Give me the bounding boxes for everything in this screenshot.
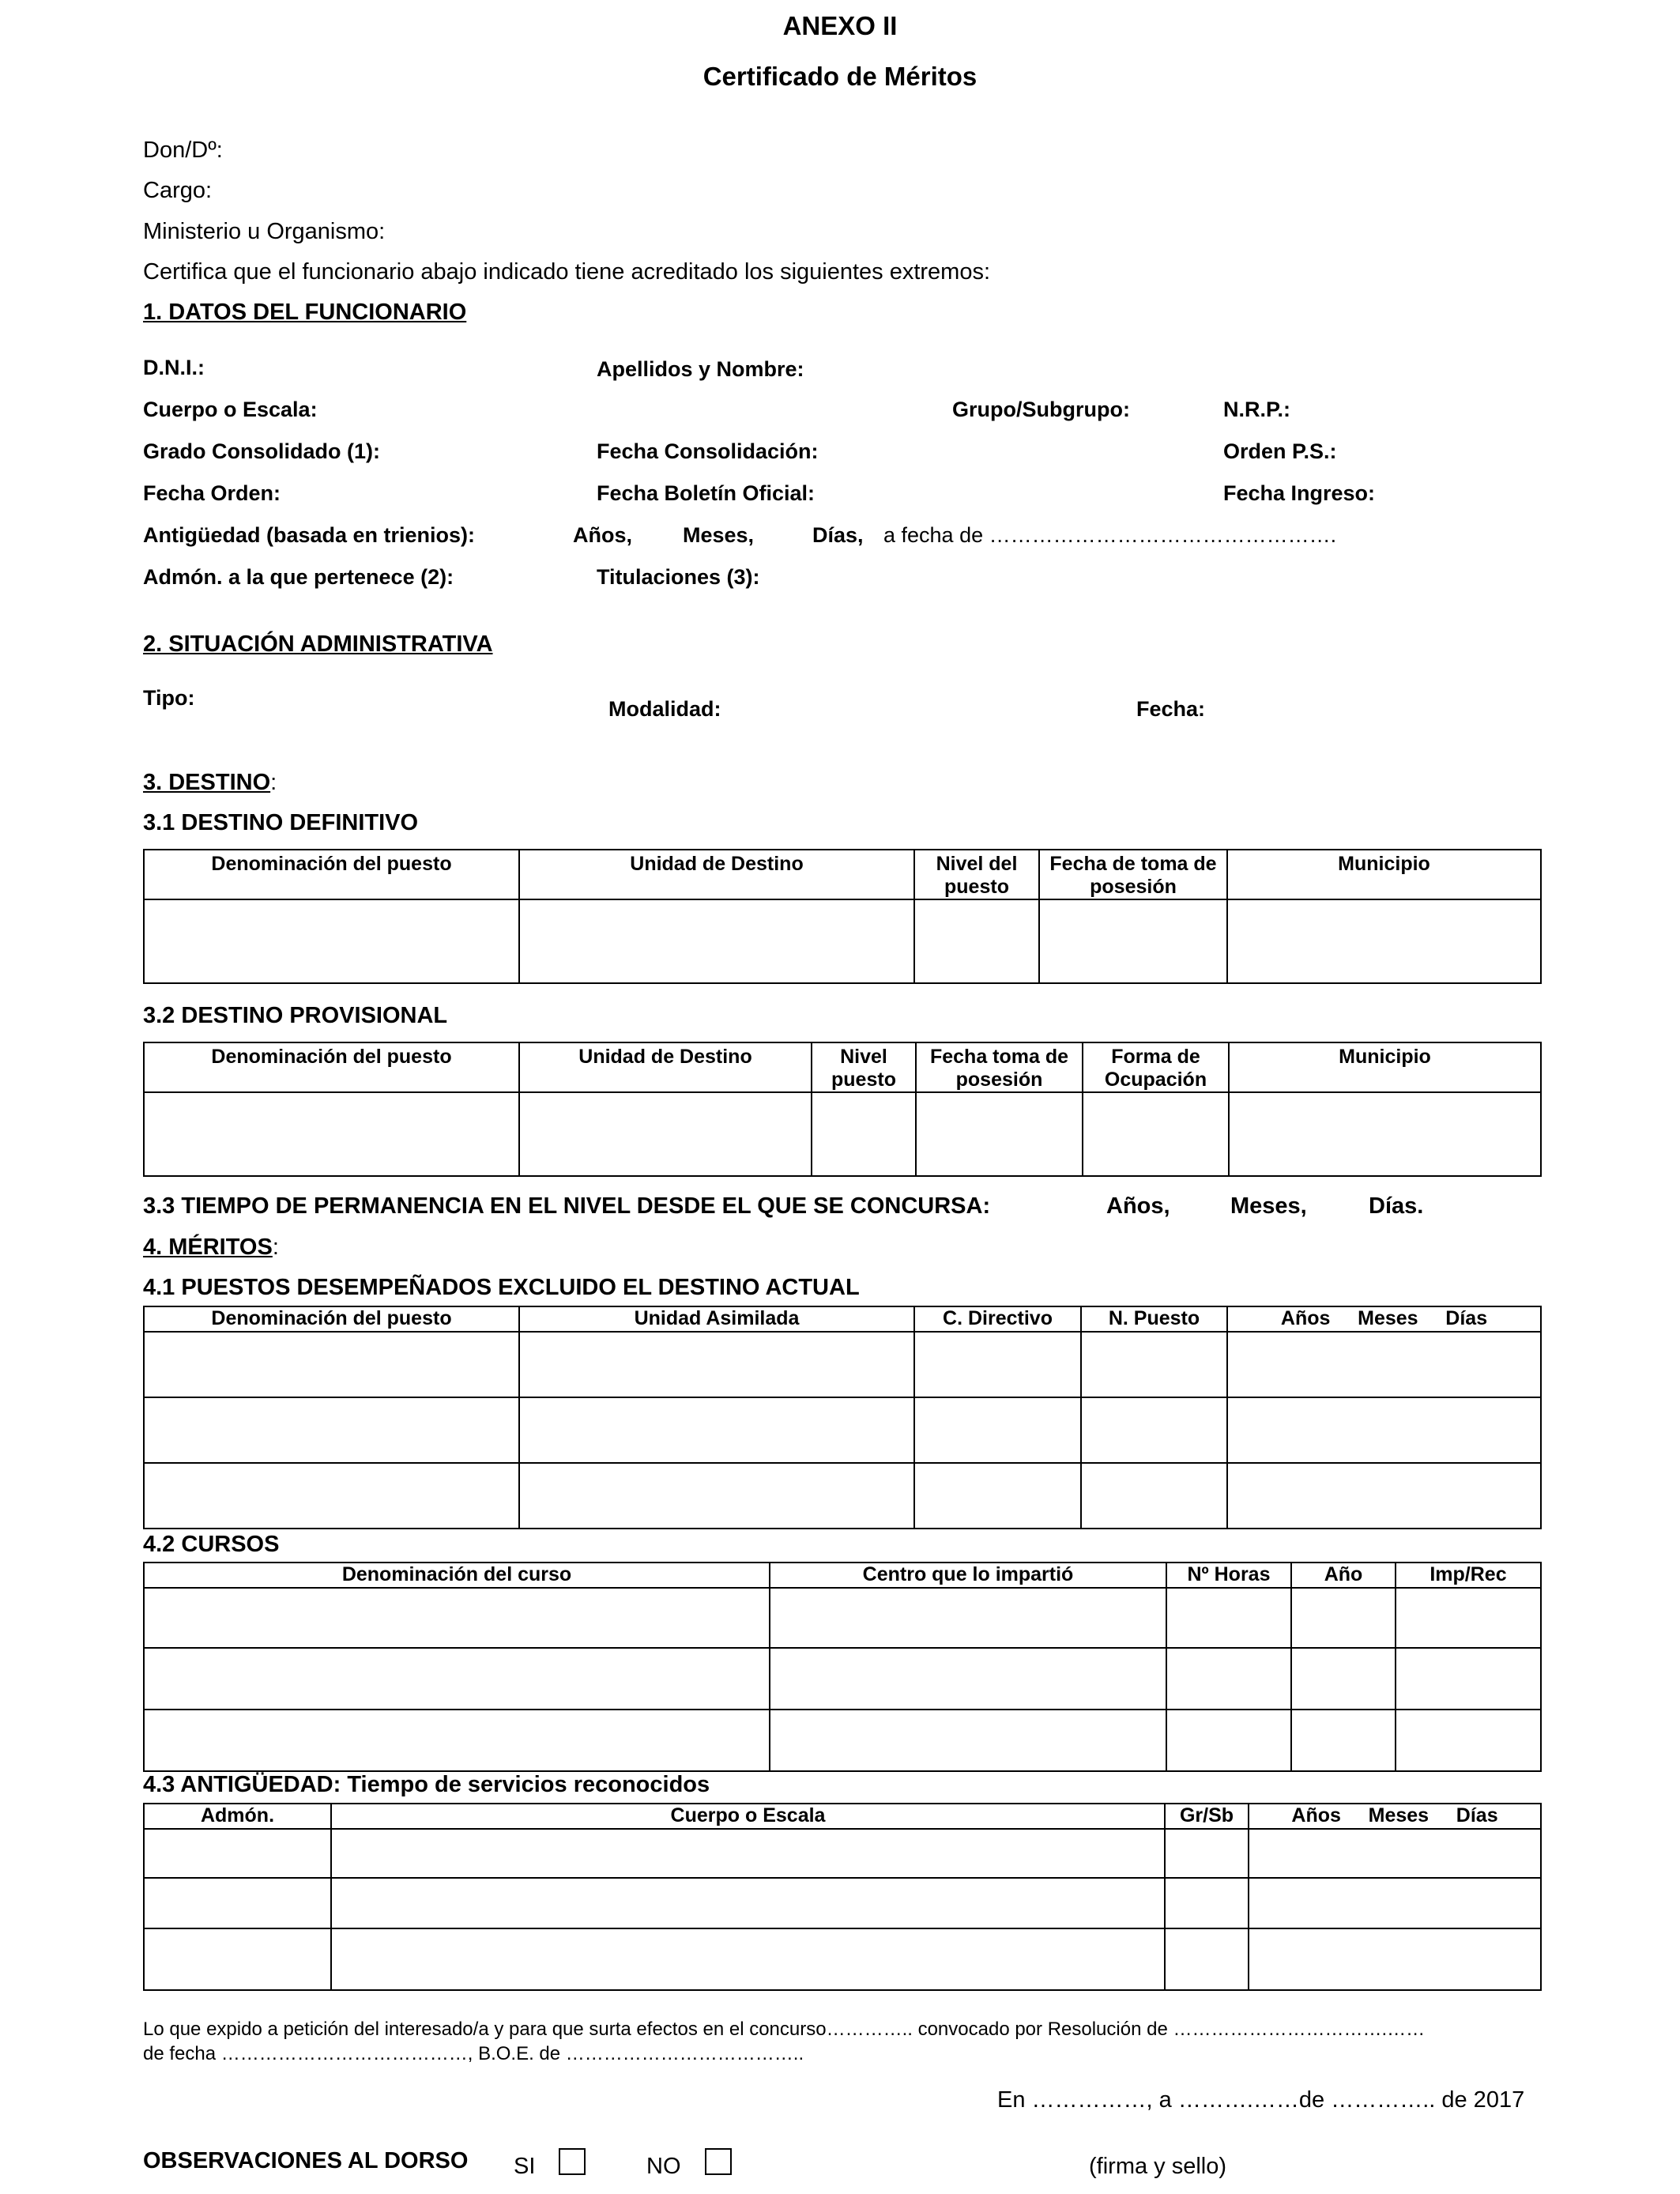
- table-row: [144, 1588, 1541, 1648]
- col-admon: Admón.: [144, 1804, 331, 1829]
- place-date-line: En ……………, a ……….……de ………….. de 2017: [997, 2087, 1525, 2113]
- col-nivel: Nivel puesto: [812, 1042, 916, 1092]
- table-row: [144, 1648, 1541, 1710]
- col-horas: Nº Horas: [1166, 1563, 1291, 1588]
- destino-provisional-heading: 3.2 DESTINO PROVISIONAL: [143, 1003, 448, 1028]
- puestos-table: [143, 1306, 1542, 1529]
- col-denominacion: Denominación del puesto: [144, 850, 519, 899]
- page-title: Certificado de Méritos: [703, 62, 977, 91]
- apellidos-label: Apellidos y Nombre:: [597, 357, 804, 381]
- table-row: [144, 1332, 1541, 1397]
- no-checkbox[interactable]: [705, 2148, 732, 2175]
- col-anos-meses-dias: Años Meses Días: [1227, 1306, 1541, 1332]
- cargo-label: Cargo:: [143, 178, 213, 203]
- col-anos-meses-dias: Años Meses Días: [1249, 1804, 1541, 1829]
- permanencia-dias: Días.: [1369, 1193, 1424, 1219]
- firma-sello-label: (firma y sello): [1089, 2154, 1227, 2179]
- fecha-boletin-label: Fecha Boletín Oficial:: [597, 481, 816, 505]
- table-row: [144, 899, 1541, 983]
- permanencia-meses: Meses,: [1230, 1193, 1307, 1219]
- table-row: [144, 1829, 1541, 1878]
- si-label: SI: [514, 2154, 536, 2179]
- observaciones-label: OBSERVACIONES AL DORSO: [143, 2148, 469, 2173]
- table-row: [144, 1463, 1541, 1529]
- ministerio-label: Ministerio u Organismo:: [143, 219, 386, 244]
- expedicion-text-line-1: Lo que expido a petición del interesado/a y para que surta efectos en el concurso………….. convocado por Resolución de …………………………….……: [143, 2019, 1426, 2040]
- col-centro: Centro que lo impartió: [770, 1563, 1166, 1588]
- antiguedad-table: [143, 1803, 1542, 1991]
- col-unidad-destino: Unidad de Destino: [519, 850, 914, 899]
- table-row: [144, 1878, 1541, 1928]
- cursos-heading: 4.2 CURSOS: [143, 1532, 280, 1557]
- destino-definitivo-heading: 3.1 DESTINO DEFINITIVO: [143, 810, 419, 835]
- col-fecha-toma: Fecha toma de posesión: [916, 1042, 1083, 1092]
- antiguedad-anos: Años,: [573, 523, 633, 547]
- grupo-label: Grupo/Subgrupo:: [952, 398, 1130, 421]
- fecha-ingreso-label: Fecha Ingreso:: [1223, 481, 1376, 505]
- antiguedad-heading: 4.3 ANTIGÜEDAD: Tiempo de servicios reconocidos: [143, 1772, 710, 1797]
- section-3-heading: 3. DESTINO:: [143, 770, 277, 795]
- antiguedad-label: Antigüedad (basada en trienios):: [143, 523, 476, 547]
- antiguedad-meses: Meses,: [683, 523, 755, 547]
- don-label: Don/Dº:: [143, 138, 223, 163]
- puestos-desempenados-heading: 4.1 PUESTOS DESEMPEÑADOS EXCLUIDO EL DESTINO ACTUAL: [143, 1275, 860, 1300]
- observaciones-si: [514, 2148, 586, 2180]
- col-c-directivo: C. Directivo: [914, 1306, 1081, 1332]
- certifica-text: Certifica que el funcionario abajo indicado tiene acreditado los siguientes extremos:: [143, 259, 991, 285]
- section-4-heading: 4. MÉRITOS:: [143, 1235, 279, 1260]
- nrp-label: N.R.P.:: [1223, 398, 1291, 421]
- fecha-orden-label: Fecha Orden:: [143, 481, 281, 505]
- col-forma-ocupacion: Forma de Ocupación: [1083, 1042, 1229, 1092]
- col-unidad-asimilada: Unidad Asimilada: [519, 1306, 914, 1332]
- cursos-table: [143, 1562, 1542, 1772]
- grado-label: Grado Consolidado (1):: [143, 439, 380, 463]
- col-unidad-destino: Unidad de Destino: [519, 1042, 812, 1092]
- permanencia-anos: Años,: [1106, 1193, 1170, 1219]
- cuerpo-label: Cuerpo o Escala:: [143, 398, 318, 421]
- col-gr-sb: Gr/Sb: [1165, 1804, 1249, 1829]
- table-row: [144, 1397, 1541, 1463]
- col-denominacion-curso: Denominación del curso: [144, 1563, 770, 1588]
- permanencia-label: 3.3 TIEMPO DE PERMANENCIA EN EL NIVEL DESDE EL QUE SE CONCURSA:: [143, 1193, 991, 1219]
- observaciones-no: [646, 2148, 732, 2180]
- destino-provisional-table: [143, 1042, 1542, 1177]
- col-denominacion: Denominación del puesto: [144, 1042, 519, 1092]
- col-cuerpo-escala: Cuerpo o Escala: [331, 1804, 1165, 1829]
- si-checkbox[interactable]: [559, 2148, 586, 2175]
- situacion-fecha-label: Fecha:: [1136, 697, 1206, 721]
- col-denominacion: Denominación del puesto: [144, 1306, 519, 1332]
- table-row: [144, 1928, 1541, 1990]
- modalidad-label: Modalidad:: [608, 697, 721, 721]
- antiguedad-dias: Días,: [812, 523, 864, 547]
- col-n-puesto: N. Puesto: [1081, 1306, 1227, 1332]
- annex-title: ANEXO II: [782, 11, 898, 40]
- no-label: NO: [646, 2154, 681, 2179]
- table-row: [144, 1710, 1541, 1771]
- section-1-heading: 1. DATOS DEL FUNCIONARIO: [143, 300, 467, 325]
- col-imp-rec: Imp/Rec: [1396, 1563, 1541, 1588]
- expedicion-text-line-2: de fecha …………………………………, B.O.E. de ………………………………..: [143, 2043, 804, 2064]
- col-fecha-toma: Fecha de toma de posesión: [1039, 850, 1227, 899]
- destino-definitivo-table: [143, 849, 1542, 984]
- col-municipio: Municipio: [1227, 850, 1541, 899]
- a-fecha-text: a fecha de ………………………………………….: [883, 523, 1337, 547]
- dni-label: D.N.I.:: [143, 356, 205, 379]
- tipo-label: Tipo:: [143, 686, 195, 710]
- section-2-heading: 2. SITUACIÓN ADMINISTRATIVA: [143, 631, 493, 657]
- col-nivel: Nivel del puesto: [914, 850, 1039, 899]
- fecha-consolidacion-label: Fecha Consolidación:: [597, 439, 819, 463]
- admon-label: Admón. a la que pertenece (2):: [143, 565, 454, 589]
- col-ano: Año: [1291, 1563, 1396, 1588]
- orden-ps-label: Orden P.S.:: [1223, 439, 1337, 463]
- titulaciones-label: Titulaciones (3):: [597, 565, 760, 589]
- table-row: [144, 1092, 1541, 1176]
- col-municipio: Municipio: [1229, 1042, 1541, 1092]
